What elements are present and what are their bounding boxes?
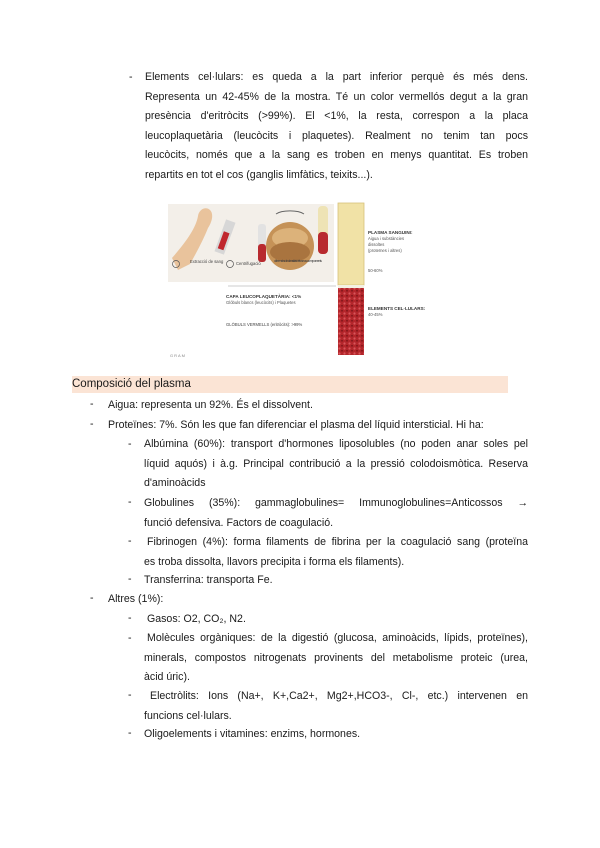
blood-centrifugation-figure bbox=[168, 202, 436, 358]
plasma-desc: (proteïnes i altres) bbox=[368, 248, 402, 253]
item-electrolits bbox=[144, 686, 528, 726]
buffy-title: CAPA LEUCOPLAQUETÀRIA: <1% bbox=[226, 294, 302, 299]
step-label: diferencia de densitat dels seus components bbox=[274, 258, 322, 263]
item-line: funcions cel·lulars. bbox=[144, 710, 232, 722]
item-line: líquid aquós) i à.g. Principal contribució a la pressió colodoismòtica. Reserva bbox=[144, 457, 528, 470]
item-fibrinogen bbox=[144, 532, 528, 572]
bullet-dash: - bbox=[128, 535, 132, 547]
bullet-dash: - bbox=[128, 573, 132, 585]
item-line: Molècules orgàniques: de la digestió (glucosa, aminoàcids, lípids, proteïnes), bbox=[147, 632, 528, 644]
item-albumina bbox=[144, 435, 528, 494]
item-line: Fibrinogen (4%): forma filaments de fibrina per la coagulació sang (proteïna bbox=[147, 536, 528, 548]
bullet-dash: - bbox=[128, 438, 132, 450]
bullet-dash: - bbox=[90, 592, 94, 604]
intro-paragraph bbox=[145, 68, 528, 185]
item-altres: Altres (1%): bbox=[108, 593, 164, 605]
item-line: es troba dissolta, llavors precipita i forma els filaments). bbox=[144, 556, 405, 568]
item-proteines: Proteïnes: 7%. Són les que fan diferenciar el plasma del líquid intersticial. Hi ha: bbox=[108, 419, 484, 431]
intro-line: repartits en tot el cos (ganglis limfàtics, teixits...). bbox=[145, 168, 373, 181]
intro-line: Representa un 42-45% de la mostra. Té un color vermellós degut a la gran bbox=[145, 90, 528, 103]
rbc-label: GLÒBULS VERMELLS (eritròcits): >99% bbox=[226, 322, 303, 327]
bullet-dash: - bbox=[128, 612, 132, 624]
step-label: Centrifugació bbox=[236, 261, 261, 266]
item-gasos: Gasos: O2, CO₂, N2. bbox=[147, 613, 246, 625]
item-line: minerals, compostos nitrogenats provinents del metabolisme proteic (urea, bbox=[144, 651, 528, 664]
cells-title: ELEMENTS CEL·LULARS: bbox=[368, 306, 426, 311]
bullet-dash: - bbox=[128, 496, 132, 508]
intro-line: Elements cel·lulars: es queda a la part inferior perquè és més dens. bbox=[145, 71, 528, 83]
item-line: Electròlits: Ions (Na+, K+,Ca2+, Mg2+,HCO3-, Cl-, etc.) intervenen en bbox=[150, 690, 528, 702]
bullet-dash: - bbox=[90, 398, 94, 410]
step-label: Extracció de sang bbox=[190, 259, 224, 264]
intro-line: leucoplaquetària (leucòcits i plaquetes). Realment no tenim tan pocs bbox=[145, 129, 528, 142]
plasma-desc: dissoltes bbox=[368, 242, 385, 247]
plasma-pct: 50-60% bbox=[368, 268, 383, 273]
bullet-dash: - bbox=[128, 689, 132, 701]
item-aigua: Aigua: representa un 92%. És el dissolvent. bbox=[108, 399, 313, 411]
item-line: Globulines (35%): gammaglobulines= Immunoglobulines=Anticossos → bbox=[144, 497, 528, 509]
intro-line: presència d'eritròcits (>99%). El <1%, la resta, correspon a la placa bbox=[145, 110, 528, 122]
item-globulines bbox=[144, 493, 528, 533]
red-cell-layer bbox=[338, 288, 364, 355]
item-oligoelements: Oligoelements i vitamines: enzims, hormones. bbox=[144, 728, 361, 740]
item-line: Albúmina (60%): transport d'hormones liposolubles (no poden anar soles pel bbox=[144, 438, 528, 450]
item-molecules bbox=[144, 629, 528, 688]
bullet-dash: - bbox=[128, 727, 132, 739]
plasma-title: PLASMA SANGUINI: bbox=[368, 230, 413, 235]
item-line: funció defensiva. Factors de coagulació. bbox=[144, 517, 334, 529]
figure-caption: GRAM bbox=[170, 353, 186, 358]
item-line: d'aminoàcids bbox=[144, 477, 206, 489]
item-line: àcid úric). bbox=[144, 671, 190, 683]
plasma-layer bbox=[338, 203, 364, 285]
buffy-coat-layer bbox=[338, 285, 364, 288]
bullet-dash: - bbox=[129, 71, 133, 83]
section-heading: Composició del plasma bbox=[72, 376, 508, 393]
intro-line: leucòcits, només que a la sang es troben en menys quantitat. Es troben bbox=[145, 149, 528, 161]
cells-pct: 40-45% bbox=[368, 312, 383, 317]
bullet-dash: - bbox=[128, 632, 132, 644]
buffy-desc: Glòbuls blancs (leucòcits) i Plaquetes bbox=[226, 300, 296, 305]
plasma-desc: Aigua i substàncies bbox=[368, 236, 405, 241]
item-transferrina: Transferrina: transporta Fe. bbox=[144, 574, 273, 586]
bullet-dash: - bbox=[90, 418, 94, 430]
